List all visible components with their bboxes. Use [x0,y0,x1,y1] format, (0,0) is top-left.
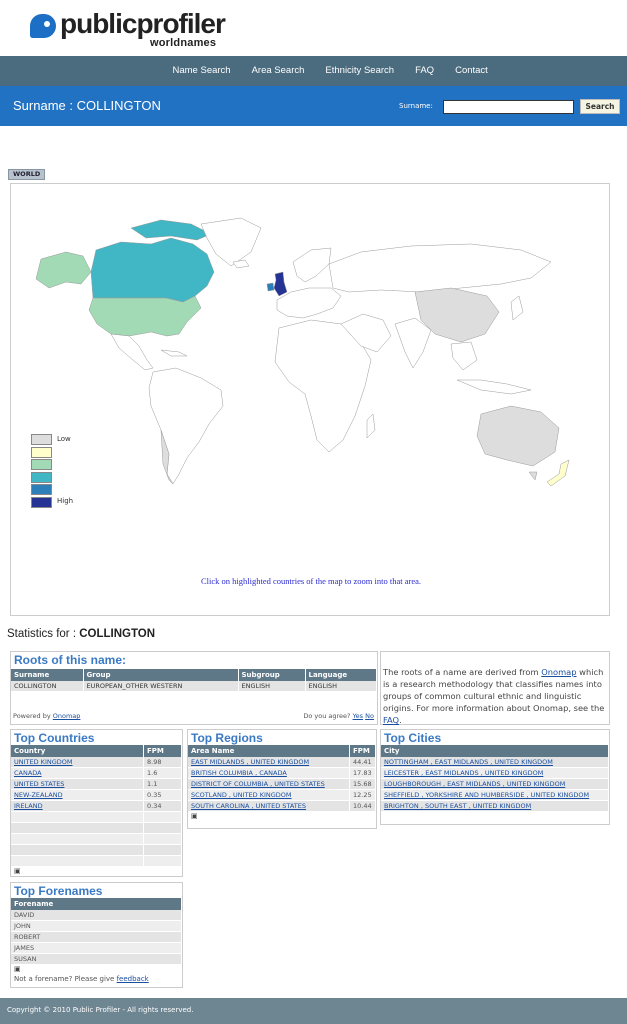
main-nav [0,56,627,86]
agree-yes-link[interactable]: Yes [352,712,364,720]
city-link[interactable]: SHEFFIELD , YORKSHIRE AND HUMBERSIDE , UNITED KINGDOM [384,791,590,799]
brand-name[interactable]: publicprofiler [60,8,225,39]
agree-label: Do you agree? [303,712,351,720]
country-united-kingdom [274,272,287,296]
roots-cell-surname: COLLINGTON [11,681,83,692]
legend-swatch-2 [31,447,52,458]
country-fpm: 0.34 [144,801,182,812]
search-label: Surname: [399,102,433,110]
roots-cell-language: ENGLISH [305,681,377,692]
table-row [188,801,376,812]
table-row [11,681,377,692]
top-countries-table [11,745,182,867]
table-row [381,757,609,768]
nav-faq[interactable]: FAQ [415,65,435,76]
roots-info-text [380,651,610,725]
forename-cell: ROBERT [11,932,182,943]
table-row [11,801,182,812]
top-countries-title: Top Countries [14,731,95,745]
countries-header-country: Country [11,745,144,757]
region-link[interactable]: SCOTLAND , UNITED KINGDOM [191,791,292,799]
statistics-surname: COLLINGTON [79,628,156,640]
region-fpm: 15.68 [350,779,376,790]
country-canada-islands [131,220,211,240]
forename-note-text: Not a forename? Please give [14,975,117,983]
world-tab[interactable]: WORLD [8,169,45,180]
roots-header-language: Language [305,669,377,681]
regions-header-fpm: FPM [350,745,376,757]
feedback-link[interactable]: feedback [116,975,149,983]
table-row [11,790,182,801]
country-europe [277,288,341,318]
legend-swatch-5 [31,484,52,495]
table-row [11,834,182,845]
roots-info-part3: . [399,715,402,725]
countries-header-fpm: FPM [144,745,182,757]
table-row [381,779,609,790]
brand-subtitle: worldnames [150,37,217,49]
country-link[interactable]: UNITED STATES [14,780,65,788]
country-link[interactable]: UNITED KINGDOM [14,758,73,766]
map-canvas[interactable] [11,184,611,617]
country-greenland [201,218,261,266]
top-forenames-table [11,898,182,965]
footer-copyright: Copyright © 2010 Public Profiler - All rights reserved. [0,998,627,1024]
top-cities-table [381,745,609,812]
country-new-zealand [547,460,569,486]
roots-cell-group: EUROPEAN_OTHER WESTERN [83,681,238,692]
statistics-prefix: Statistics for : [7,628,80,640]
roots-cell-subgroup: ENGLISH [238,681,305,692]
table-row [188,768,376,779]
city-link[interactable]: LOUGHBOROUGH , EAST MIDLANDS , UNITED KINGDOM [384,780,566,788]
nav-ethnicity-search[interactable]: Ethnicity Search [325,65,395,76]
title-bar [0,86,627,126]
table-row [11,932,182,943]
table-row [11,845,182,856]
agree-prompt [303,712,374,720]
table-row [381,768,609,779]
region-link[interactable]: EAST MIDLANDS , UNITED KINGDOM [191,758,310,766]
region-fpm: 44.41 [350,757,376,768]
country-link[interactable]: IRELAND [14,802,43,810]
city-link[interactable]: NOTTINGHAM , EAST MIDLANDS , UNITED KINGDOM [384,758,553,766]
regions-header-area: Area Name [188,745,350,757]
country-fpm: 1.1 [144,779,182,790]
onomap-info-link[interactable]: Onomap [541,667,577,677]
powered-by-label: Powered by [13,712,53,720]
table-row [188,779,376,790]
statistics-heading [7,628,155,640]
table-row [11,921,182,932]
forename-cell: SUSAN [11,954,182,965]
table-row [11,943,182,954]
site-header [0,0,627,56]
cities-header-city: City [381,745,609,757]
table-row [188,790,376,801]
table-row [381,790,609,801]
onomap-link[interactable]: Onomap [52,712,81,720]
table-row [11,823,182,834]
roots-info-part2: which is a research methodology that classifies names into groups of common cultural ethnic and linguistic origins. For more information about Onomap, see the [383,667,605,713]
legend-low-label: Low [57,435,71,443]
country-russia [329,244,551,292]
country-fpm: 1.6 [144,768,182,779]
legend-high-label: High [57,497,74,505]
top-regions-panel [187,729,377,829]
roots-header-subgroup: Subgroup [238,669,305,681]
table-row [11,954,182,965]
roots-header-surname: Surname [11,669,83,681]
region-fpm: 17.83 [350,768,376,779]
region-fpm: 12.25 [350,790,376,801]
map-legend [31,434,52,509]
logo-icon[interactable] [30,14,56,38]
roots-panel [10,651,378,725]
forenames-header: Forename [11,898,182,910]
table-row [11,757,182,768]
country-scandinavia [293,248,331,282]
table-row [11,856,182,867]
world-map[interactable] [10,183,610,616]
faq-link[interactable]: FAQ [383,715,400,725]
roots-table [11,669,377,692]
table-row [11,768,182,779]
country-link[interactable]: NEW-ZEALAND [14,791,63,799]
agree-no-link[interactable]: No [365,712,374,720]
country-link[interactable]: CANADA [14,769,42,777]
forename-cell: DAVID [11,910,182,921]
roots-info-part1: The roots of a name are derived from [383,667,542,677]
table-row [11,910,182,921]
top-countries-panel [10,729,183,877]
padlock-icon[interactable]: ▣ [14,965,21,973]
country-ireland [267,283,274,291]
city-link[interactable]: BRIGHTON , SOUTH EAST , UNITED KINGDOM [384,802,532,810]
nav-contact[interactable]: Contact [455,65,488,76]
table-row [11,812,182,823]
forename-feedback-note [11,973,182,985]
region-fpm: 10.44 [350,801,376,812]
nav-area-search[interactable]: Area Search [251,65,305,76]
top-forenames-title: Top Forenames [14,884,103,898]
map-hint-text: Click on highlighted countries of the map to zoom into that area. [200,576,421,586]
country-united-states [89,296,201,336]
country-south-america [149,368,223,484]
top-regions-title: Top Regions [191,731,263,745]
page-title: Surname : COLLINGTON [13,98,161,113]
nav-name-search[interactable]: Name Search [172,65,231,76]
top-cities-panel [380,729,610,825]
padlock-icon[interactable]: ▣ [14,867,21,875]
padlock-icon[interactable]: ▣ [191,812,198,820]
city-link[interactable]: LEICESTER , EAST MIDLANDS , UNITED KINGDOM [384,769,544,777]
roots-header-group: Group [83,669,238,681]
country-fpm: 0.35 [144,790,182,801]
region-link[interactable]: SOUTH CAROLINA , UNITED STATES [191,802,307,810]
surname-search-input[interactable] [443,100,574,114]
legend-swatch-4 [31,472,52,483]
roots-title: Roots of this name: [14,653,127,667]
region-link[interactable]: DISTRICT OF COLUMBIA , UNITED STATES [191,780,325,788]
forename-cell: JAMES [11,943,182,954]
legend-swatch-1 [31,434,52,445]
country-canada [91,238,214,302]
country-japan [511,296,523,320]
country-mexico [111,334,153,370]
top-cities-title: Top Cities [384,731,442,745]
forename-cell: JOHN [11,921,182,932]
country-alaska [36,252,91,288]
country-australia [477,406,559,466]
region-link[interactable]: BRITISH COLUMBIA , CANADA [191,769,287,777]
table-row [188,757,376,768]
top-forenames-panel [10,882,183,988]
legend-swatch-3 [31,459,52,470]
country-fpm: 8.98 [144,757,182,768]
country-india [395,318,431,368]
top-regions-table [188,745,376,812]
search-button[interactable]: Search [580,99,620,114]
table-row [11,779,182,790]
powered-by [13,712,80,720]
legend-swatch-6 [31,497,52,508]
table-row [381,801,609,812]
